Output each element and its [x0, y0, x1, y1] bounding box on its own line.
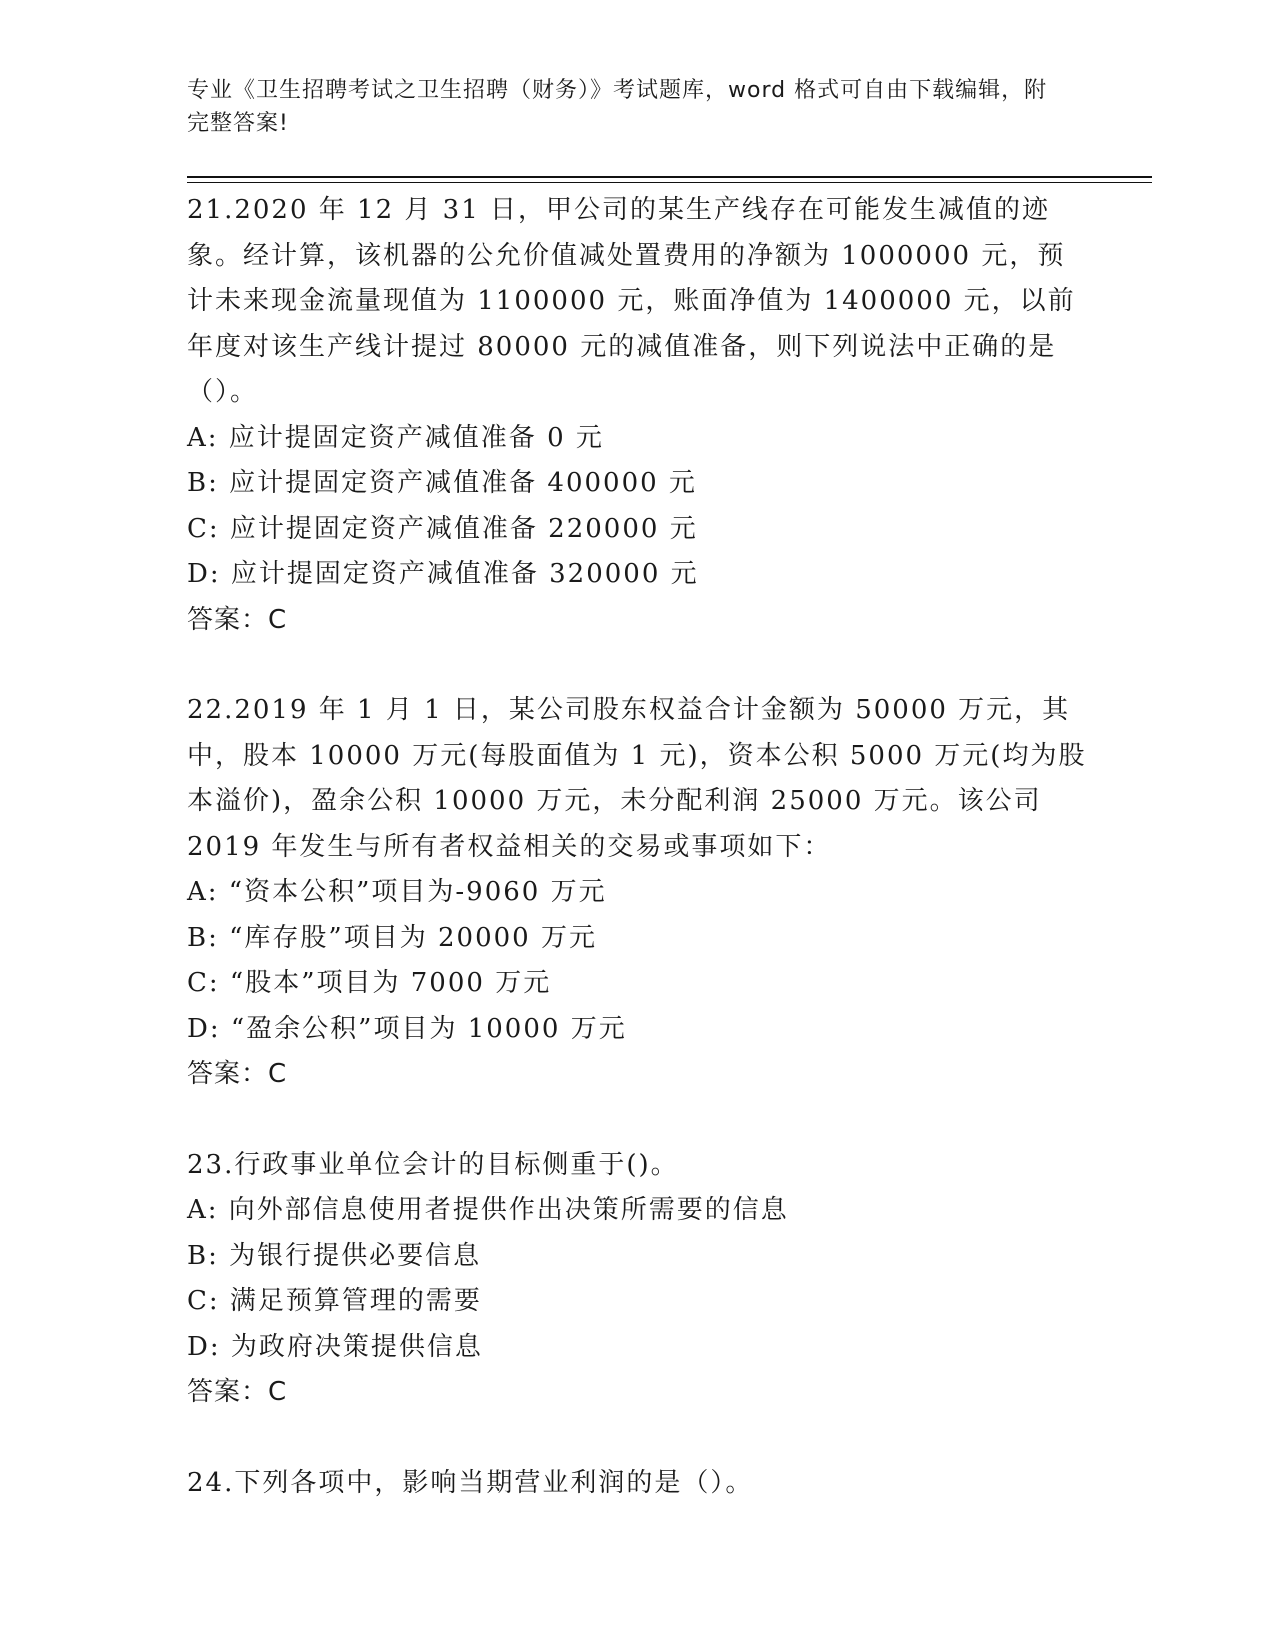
header-rule-thin	[187, 182, 1152, 183]
question-23	[187, 1143, 1087, 1416]
document-header: 专业《卫生招聘考试之卫生招聘（财务）》考试题库，word 格式可自由下载编辑，附完整答案!	[187, 78, 1048, 136]
option-d: D: 为政府决策提供信息	[187, 1331, 483, 1362]
option-c: C: 满足预算管理的需要	[187, 1286, 482, 1316]
option-c: C: “股本”项目为 7000 万元	[187, 968, 552, 998]
question-24	[187, 1461, 1087, 1507]
question-stem: 21.2020 年 12 月 31 日，甲公司的某生产线存在可能发生减值的迹象。经计算，该机器的公允价值减处置费用的净额为 1000000 元，预计未来现金流量现值为 1100000 元，账面净值为 1400000 元，以前年度对该生产线计提过 80000 元的减值准备，则下列说法中正确的是（）。	[187, 195, 1076, 407]
option-b: B: 应计提固定资产减值准备 400000 元	[187, 468, 697, 498]
question-list	[187, 188, 1087, 1551]
answer-line: 答案：C	[187, 1059, 288, 1089]
question-stem: 24.下列各项中，影响当期营业利润的是（）。	[187, 1467, 754, 1498]
question-21	[187, 188, 1087, 643]
option-b: B: 为银行提供必要信息	[187, 1240, 482, 1271]
answer-line: 答案：C	[187, 604, 288, 635]
option-c: C: 应计提固定资产减值准备 220000 元	[187, 513, 698, 544]
question-stem: 23.行政事业单位会计的目标侧重于()。	[187, 1149, 679, 1180]
option-a: A: 向外部信息使用者提供作出决策所需要的信息	[187, 1195, 789, 1225]
option-d: D: 应计提固定资产减值准备 320000 元	[187, 559, 699, 589]
header-rule-thick	[187, 176, 1152, 178]
answer-line: 答案：C	[187, 1377, 288, 1407]
option-a: A: 应计提固定资产减值准备 0 元	[187, 422, 604, 453]
option-b: B: “库存股”项目为 20000 万元	[187, 922, 597, 953]
question-stem: 22.2019 年 1 月 1 日，某公司股东权益合计金额为 50000 万元，其中，股本 10000 万元(每股面值为 1 元)，资本公积 5000 万元(均为股本溢价)，盈余公积 10000 万元，未分配利润 25000 万元。该公司 2019 年发生与所有者权益相关的交易或事项如下：	[187, 695, 1087, 862]
question-22	[187, 688, 1087, 1098]
option-d: D: “盈余公积”项目为 10000 万元	[187, 1013, 627, 1044]
option-a: A: “资本公积”项目为-9060 万元	[187, 877, 607, 907]
